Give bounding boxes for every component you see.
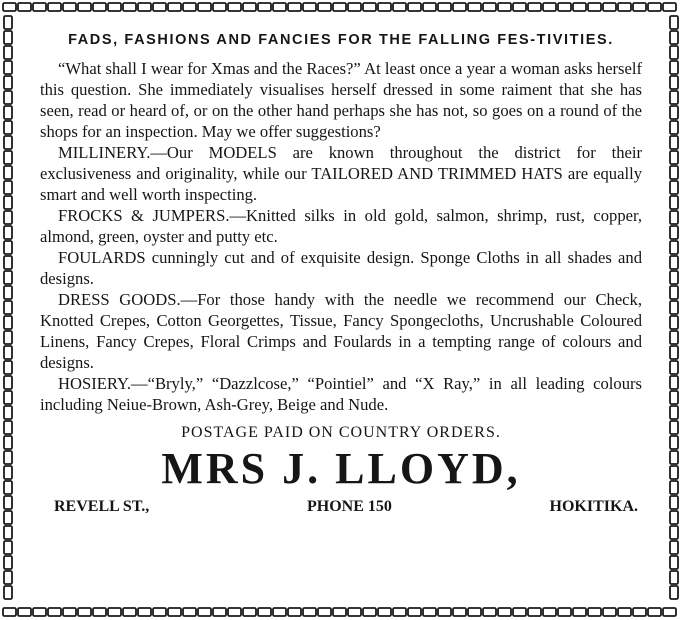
border-link — [670, 331, 678, 344]
border-link — [4, 526, 12, 539]
border-link — [670, 466, 678, 479]
border-link — [603, 3, 616, 11]
border-link — [108, 3, 121, 11]
border-link — [4, 556, 12, 569]
border-link — [273, 3, 286, 11]
border-link — [670, 76, 678, 89]
border-link — [670, 511, 678, 524]
border-link — [4, 61, 12, 74]
border-link — [4, 241, 12, 254]
border-link — [670, 421, 678, 434]
border-link — [4, 361, 12, 374]
border-link — [468, 3, 481, 11]
border-link — [363, 608, 376, 616]
border-link — [670, 136, 678, 149]
street-address: REVELL ST., — [54, 498, 150, 515]
border-link — [4, 121, 12, 134]
border-link — [670, 226, 678, 239]
border-link — [243, 608, 256, 616]
border-link — [670, 316, 678, 329]
border-link — [4, 286, 12, 299]
border-link — [670, 151, 678, 164]
border-link — [670, 526, 678, 539]
border-link — [4, 166, 12, 179]
border-link — [18, 608, 31, 616]
border-link — [4, 541, 12, 554]
border-link — [303, 608, 316, 616]
border-link — [4, 16, 12, 29]
border-link — [213, 608, 226, 616]
border-link — [528, 3, 541, 11]
border-link — [4, 586, 12, 599]
border-link — [513, 3, 526, 11]
border-link — [423, 608, 436, 616]
border-link — [78, 3, 91, 11]
border-link — [408, 3, 421, 11]
border-link — [670, 271, 678, 284]
border-link — [4, 391, 12, 404]
border-link — [348, 608, 361, 616]
border-link — [138, 3, 151, 11]
border-link — [168, 608, 181, 616]
border-link — [513, 608, 526, 616]
border-link — [333, 3, 346, 11]
border-link — [670, 451, 678, 464]
border-link — [228, 3, 241, 11]
border-link — [453, 608, 466, 616]
border-link — [498, 3, 511, 11]
border-link — [288, 3, 301, 11]
border-link — [670, 241, 678, 254]
border-link — [273, 608, 286, 616]
border-link — [648, 608, 661, 616]
border-link — [78, 608, 91, 616]
border-link — [4, 301, 12, 314]
border-link — [48, 608, 61, 616]
border-link — [4, 181, 12, 194]
border-link — [4, 196, 12, 209]
border-link — [138, 608, 151, 616]
border-link — [670, 361, 678, 374]
advertisement-copy — [40, 58, 642, 415]
border-link — [33, 608, 46, 616]
border-link — [453, 3, 466, 11]
border-link — [378, 608, 391, 616]
border-link — [633, 3, 646, 11]
border-link — [4, 316, 12, 329]
border-link — [4, 466, 12, 479]
frocks-paragraph: FROCKS & JUMPERS.—Knitted silks in old gold, salmon, shrimp, rust, copper, almond, green, oyster and putty etc. — [40, 206, 642, 246]
border-link — [4, 346, 12, 359]
border-link — [588, 608, 601, 616]
border-link — [670, 61, 678, 74]
border-link — [558, 608, 571, 616]
foulards-paragraph: FOULARDS cunningly cut and of exquisite design. Sponge Cloths in all shades and designs. — [40, 248, 642, 288]
border-link — [4, 91, 12, 104]
border-link — [4, 331, 12, 344]
border-link — [363, 3, 376, 11]
border-link — [4, 496, 12, 509]
border-link — [670, 166, 678, 179]
millinery-paragraph: MILLINERY.—Our MODELS are known throughout the district for their exclusiveness and originality, while our TAILORED AND TRIMMED HATS are equally smart and well worth inspecting. — [40, 143, 642, 204]
border-link — [393, 3, 406, 11]
border-link — [573, 3, 586, 11]
border-link — [670, 16, 678, 29]
border-link — [33, 3, 46, 11]
hosiery-paragraph: HOSIERY.—“Bryly,” “Dazzlcose,” “Pointiel” and “X Ray,” in all leading colours including Neiue-Brown, Ash-Grey, Beige and Nude. — [40, 374, 642, 414]
border-link — [670, 301, 678, 314]
border-link — [168, 3, 181, 11]
border-link — [4, 406, 12, 419]
border-link — [483, 608, 496, 616]
border-link — [393, 608, 406, 616]
border-link — [498, 608, 511, 616]
border-link — [378, 3, 391, 11]
border-link — [4, 256, 12, 269]
border-link — [648, 3, 661, 11]
border-link — [468, 608, 481, 616]
border-link — [318, 608, 331, 616]
border-link — [670, 121, 678, 134]
border-link — [108, 608, 121, 616]
border-link — [670, 196, 678, 209]
border-link — [670, 436, 678, 449]
border-link — [588, 3, 601, 11]
border-link — [63, 3, 76, 11]
border-link — [670, 556, 678, 569]
border-link — [123, 3, 136, 11]
border-link — [4, 76, 12, 89]
border-link — [4, 481, 12, 494]
border-link — [670, 406, 678, 419]
border-link — [198, 3, 211, 11]
border-link — [618, 608, 631, 616]
border-link — [48, 3, 61, 11]
border-link — [333, 608, 346, 616]
border-link — [670, 481, 678, 494]
border-link — [483, 3, 496, 11]
border-link — [258, 608, 271, 616]
border-link — [123, 608, 136, 616]
border-link — [303, 3, 316, 11]
border-link — [408, 608, 421, 616]
border-link — [4, 451, 12, 464]
border-link — [543, 608, 556, 616]
border-link — [4, 46, 12, 59]
border-link — [670, 286, 678, 299]
border-link — [670, 31, 678, 44]
merchant-name: MRS J. LLOYD, — [161, 444, 521, 493]
border-link — [670, 256, 678, 269]
border-link — [318, 3, 331, 11]
border-link — [3, 608, 16, 616]
border-link — [213, 3, 226, 11]
border-link — [438, 3, 451, 11]
border-link — [4, 106, 12, 119]
border-link — [670, 211, 678, 224]
border-link — [670, 46, 678, 59]
border-link — [670, 541, 678, 554]
border-link — [4, 436, 12, 449]
border-link — [670, 106, 678, 119]
border-link — [423, 3, 436, 11]
border-link — [4, 151, 12, 164]
border-link — [4, 376, 12, 389]
border-link — [603, 608, 616, 616]
border-link — [670, 496, 678, 509]
advertisement-body — [40, 30, 642, 575]
border-link — [153, 608, 166, 616]
advertisement-heading: FADS, FASHIONS AND FANCIES FOR THE FALLING FES-TIVITIES. — [68, 32, 614, 48]
border-link — [3, 3, 16, 11]
border-link — [4, 211, 12, 224]
border-link — [670, 91, 678, 104]
border-link — [4, 31, 12, 44]
border-link — [670, 571, 678, 584]
address-footer — [40, 497, 642, 517]
intro-paragraph: “What shall I wear for Xmas and the Races?” At least once a year a woman asks herself this question. She immediately visualises herself dressed in some raiment that she has seen, read or heard of, or on the other hand perhaps she has not, so goes on a round of the shops for an inspection. May we offer suggestions? — [40, 59, 642, 141]
border-link — [4, 421, 12, 434]
border-link — [670, 376, 678, 389]
border-link — [93, 608, 106, 616]
border-link — [243, 3, 256, 11]
border-link — [93, 3, 106, 11]
border-link — [438, 608, 451, 616]
postage-notice: POSTAGE PAID ON COUNTRY ORDERS. — [181, 424, 501, 441]
phone-number: PHONE 150 — [306, 498, 392, 515]
border-link — [228, 608, 241, 616]
border-link — [4, 136, 12, 149]
border-link — [153, 3, 166, 11]
dress-goods-paragraph: DRESS GOODS.—For those handy with the needle we recommend our Check, Knotted Crepes, Cotton Georgettes, Tissue, Fancy Spongecloths, Uncrushable Coloured Linens, Fancy Crepes, Floral Crimps and Foulards in a tempting range of colours and designs. — [40, 290, 642, 372]
border-link — [348, 3, 361, 11]
border-link — [183, 608, 196, 616]
border-link — [528, 608, 541, 616]
border-link — [543, 3, 556, 11]
border-link — [670, 391, 678, 404]
border-link — [4, 271, 12, 284]
border-link — [618, 3, 631, 11]
border-link — [670, 346, 678, 359]
border-link — [663, 608, 676, 616]
border-link — [18, 3, 31, 11]
border-link — [63, 608, 76, 616]
border-link — [288, 608, 301, 616]
border-link — [670, 181, 678, 194]
border-link — [633, 608, 646, 616]
border-link — [4, 511, 12, 524]
border-link — [663, 3, 676, 11]
border-link — [670, 586, 678, 599]
border-link — [4, 571, 12, 584]
border-link — [573, 608, 586, 616]
border-link — [183, 3, 196, 11]
border-link — [4, 226, 12, 239]
border-link — [258, 3, 271, 11]
border-link — [198, 608, 211, 616]
border-link — [558, 3, 571, 11]
town-name: HOKITIKA. — [549, 498, 638, 515]
